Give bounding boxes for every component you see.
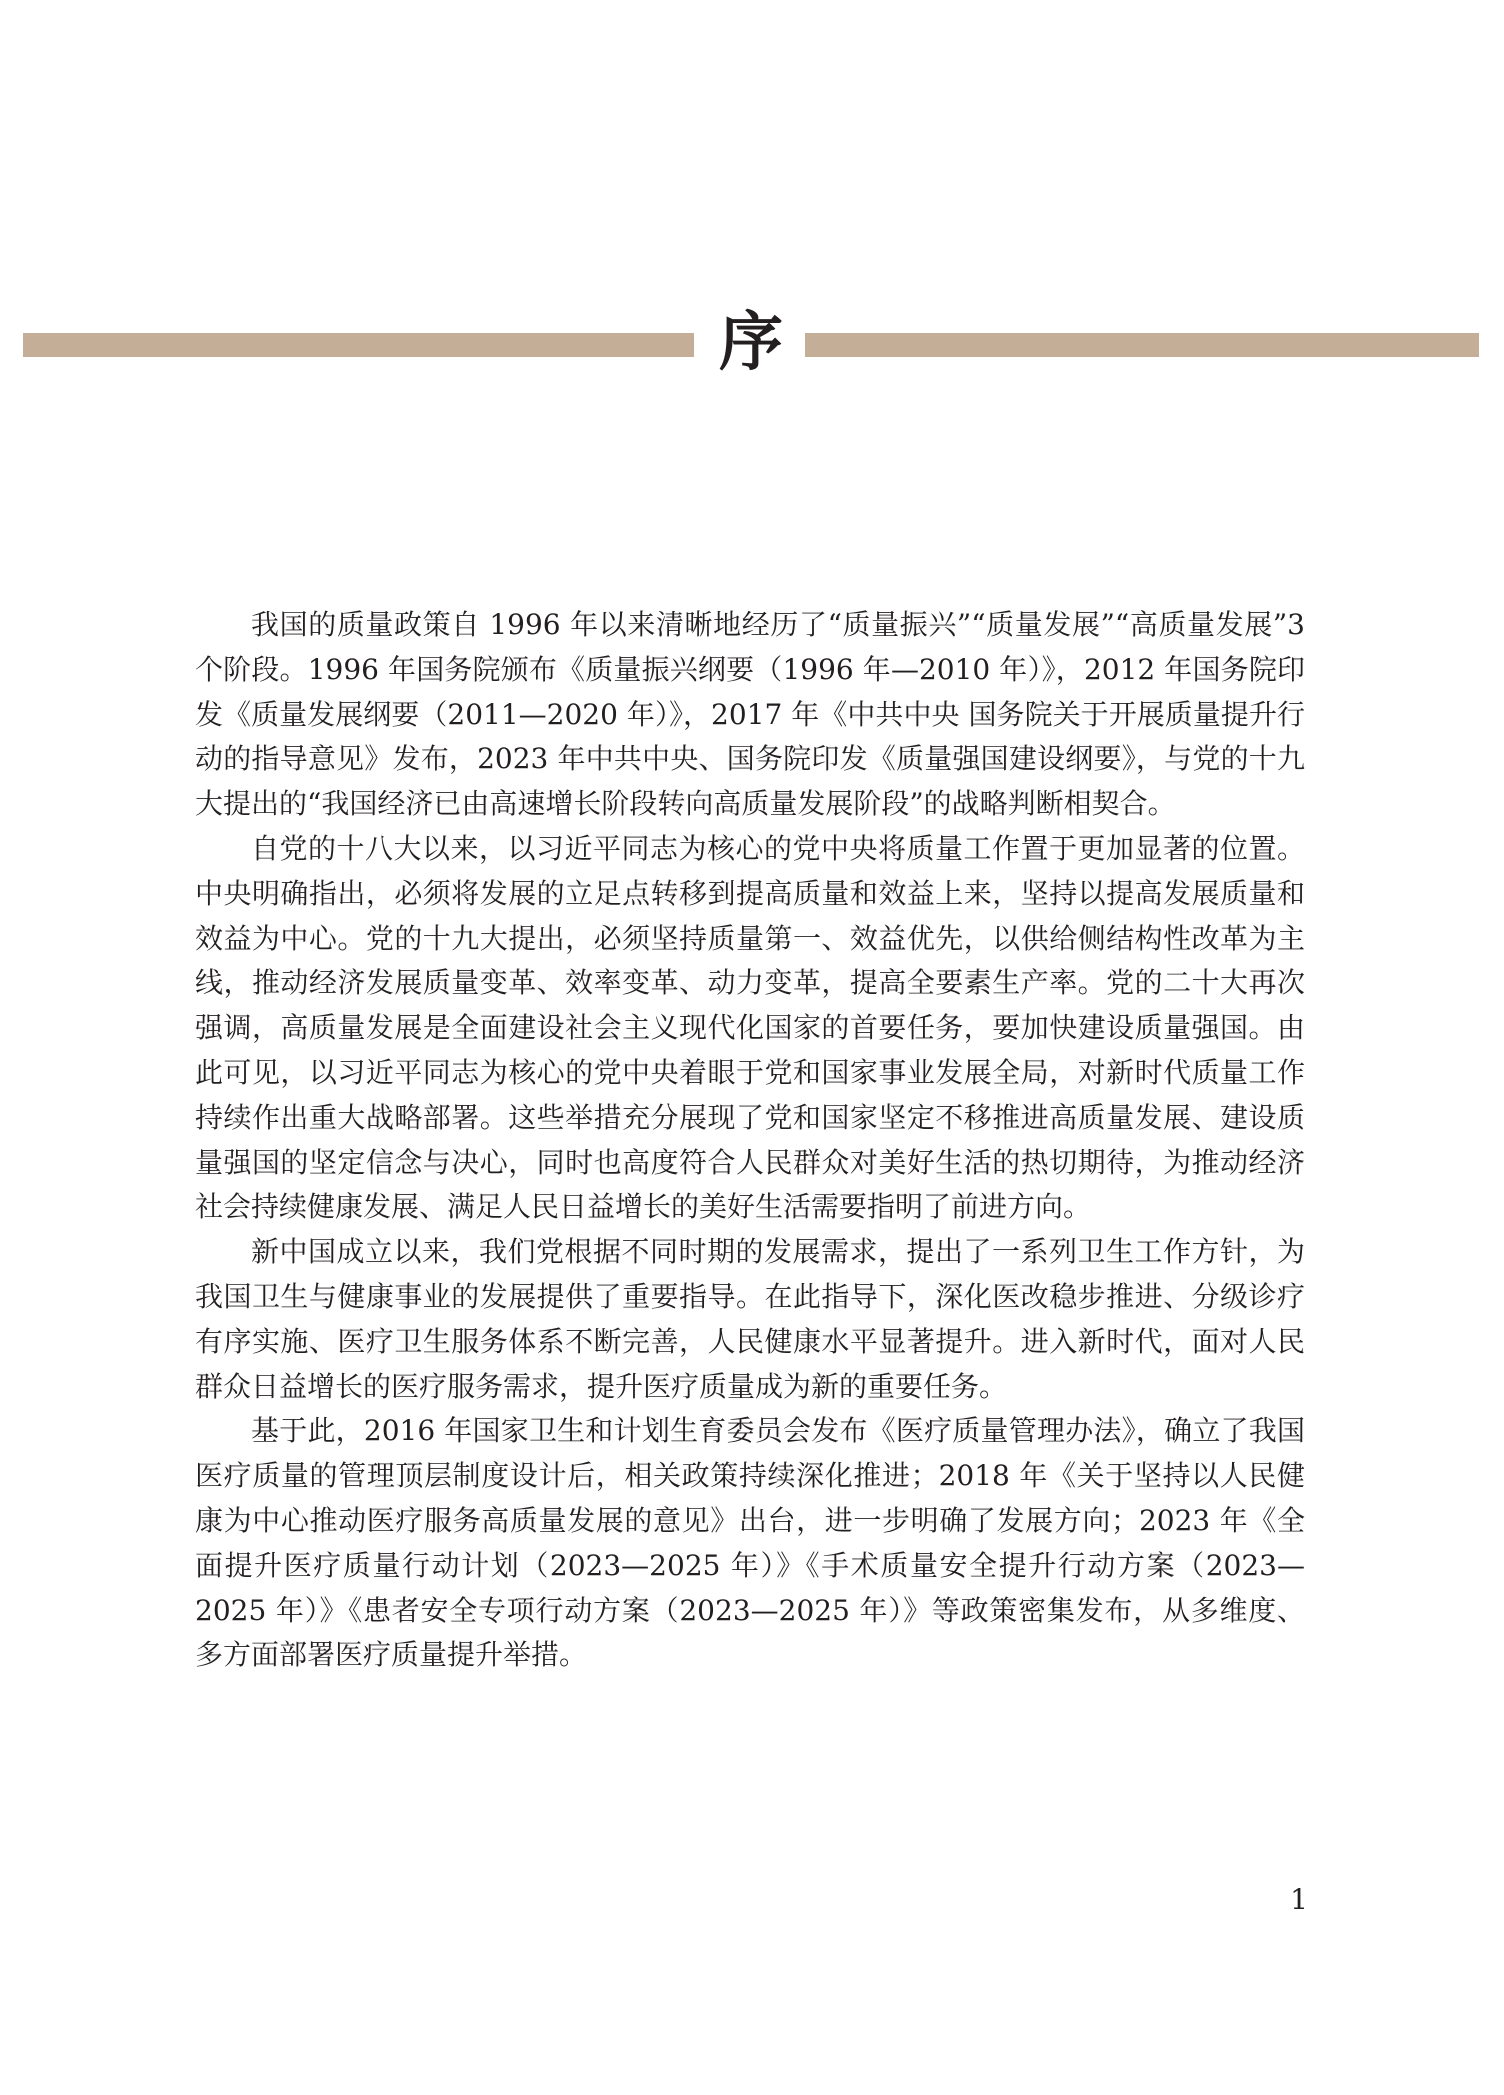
title-rule-left bbox=[23, 333, 694, 357]
preface-body bbox=[195, 603, 1305, 1678]
paragraph-1: 我国的质量政策自 1996 年以来清晰地经历了“质量振兴”“质量发展”“高质量发展”3 个阶段。1996 年国务院颁布《质量振兴纲要（1996 年—2010 年）》，2012 年国务院印发《质量发展纲要（2011—2020 年）》，2017 年《中共中央 国务院关于开展质量提升行动的指导意见》发布，2023 年中共中央、国务院印发《质量强国建设纲要》，与党的十九大提出的“我国经济已由高速增长阶段转向高质量发展阶段”的战略判断相契合。 bbox=[195, 608, 1305, 821]
paragraph-2: 自党的十八大以来，以习近平同志为核心的党中央将质量工作置于更加显著的位置。中央明确指出，必须将发展的立足点转移到提高质量和效益上来，坚持以提高发展质量和效益为中心。党的十九大提出，必须坚持质量第一、效益优先，以供给侧结构性改革为主线，推动经济发展质量变革、效率变革、动力变革，提高全要素生产率。党的二十大再次强调，高质量发展是全面建设社会主义现代化国家的首要任务，要加快建设质量强国。由此可见，以习近平同志为核心的党中央着眼于党和国家事业发展全局，对新时代质量工作持续作出重大战略部署。这些举措充分展现了党和国家坚定不移推进高质量发展、建设质量强国的坚定信念与决心，同时也高度符合人民群众对美好生活的热切期待，为推动经济社会持续健康发展、满足人民日益增长的美好生活需要指明了前进方向。 bbox=[195, 831, 1305, 1224]
title-rule-right bbox=[805, 333, 1479, 357]
page-number: 1 bbox=[1290, 1883, 1308, 1916]
page-title: 序 bbox=[719, 305, 783, 380]
paragraph-4: 基于此，2016 年国家卫生和计划生育委员会发布《医疗质量管理办法》，确立了我国医疗质量的管理顶层制度设计后，相关政策持续深化推进；2018 年《关于坚持以人民健康为中心推动医疗服务高质量发展的意见》出台，进一步明确了发展方向；2023 年《全面提升医疗质量行动计划（2023—2025 年）》《手术质量安全提升行动方案（2023—2025 年）》《患者安全专项行动方案（2023—2025 年）》等政策密集发布，从多维度、多方面部署医疗质量提升举措。 bbox=[195, 1414, 1305, 1672]
paragraph-3: 新中国成立以来，我们党根据不同时期的发展需求，提出了一系列卫生工作方针，为我国卫生与健康事业的发展提供了重要指导。在此指导下，深化医改稳步推进、分级诊疗有序实施、医疗卫生服务体系不断完善，人民健康水平显著提升。进入新时代，面对人民群众日益增长的医疗服务需求，提升医疗质量成为新的重要任务。 bbox=[195, 1235, 1305, 1403]
